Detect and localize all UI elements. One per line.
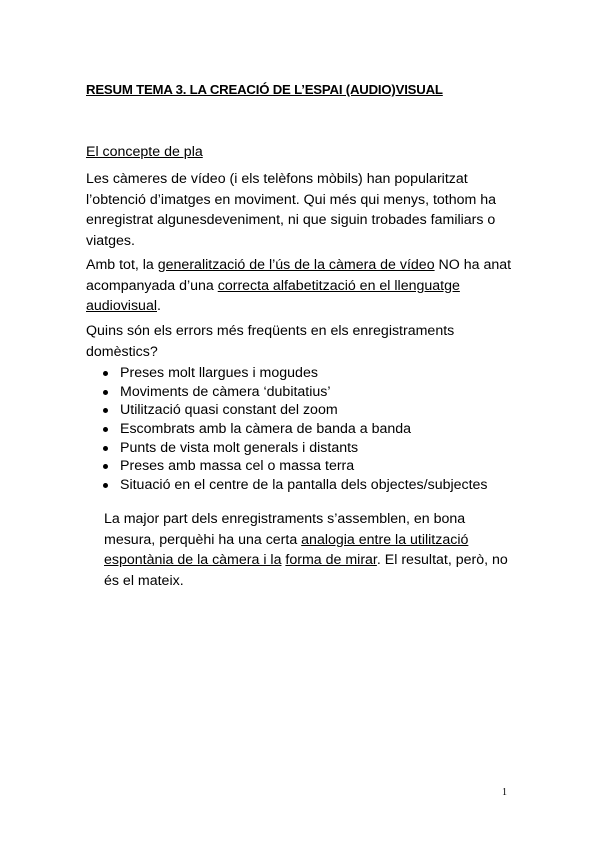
list-item [86,420,488,439]
paragraph-intro: Les càmeres de vídeo (i els telèfons mòbils) han popularitzat l’obtenció d’imatges en moviment. Qui més qui menys, tothom ha enregistrat algunesdeveniment, ni que siguin trobades familiars o viatges. [86,171,497,249]
bullet-icon [103,483,108,488]
bullet-icon [103,408,108,413]
section-heading: El concepte de pla [86,144,203,160]
paragraph-text: . [157,298,161,314]
list-item-text: Utilització quasi constant del zoom [120,402,338,419]
paragraph-conclusion [104,509,514,591]
underlined-phrase: forma de mirar [285,552,377,568]
list-item [86,457,488,476]
list-item-text: Preses molt llargues i mogudes [120,365,318,381]
bullet-icon [103,371,108,376]
paragraph-text: La major part dels enregistraments s’assemblen, en bona mesura, perquèhi ha una certa [104,511,466,548]
list-item [86,383,488,402]
list-item [86,476,488,495]
paragraph-question: Quins són els errors més freqüents en els enregistraments domèstics? [86,323,455,360]
bullet-icon [103,446,108,451]
document-title: RESUM TEMA 3. LA CREACIÓ DE L’ESPAI (AUDIO)VISUAL [86,82,443,97]
underlined-phrase: generalització de l’ús de la càmera de vídeo [157,257,435,273]
list-item [86,364,488,383]
list-item-text: Moviments de càmera ‘dubitatius’ [120,383,331,400]
underlined-phrase: correcta alfabetització en el llenguatge audiovisual [86,277,460,314]
underlined-phrase: analogia entre la utilització espontània de la càmera i la [104,531,469,568]
bullet-icon [103,464,108,469]
list-item [86,401,488,420]
paragraph-alfabetitzacio [86,255,516,317]
list-item-text: Escombrats amb la càmera de banda a banda [120,421,412,438]
bullet-icon [103,390,108,395]
list-item [86,439,488,458]
list-item-text: Preses amb massa cel o massa terra [120,458,355,475]
errors-list [86,364,488,495]
list-item-text: Situació en el centre de la pantalla dels objectes/subjectes [120,477,488,494]
paragraph-text: Amb tot, la [86,257,158,273]
list-item-text: Punts de vista molt generals i distants [120,439,359,456]
bullet-icon [103,427,108,432]
paragraph-text: NO ha anat acompanyada d’una [86,257,512,294]
paragraph-text: . El resultat, però, no és el mateix. [104,552,508,589]
page-number: 1 [502,787,507,798]
